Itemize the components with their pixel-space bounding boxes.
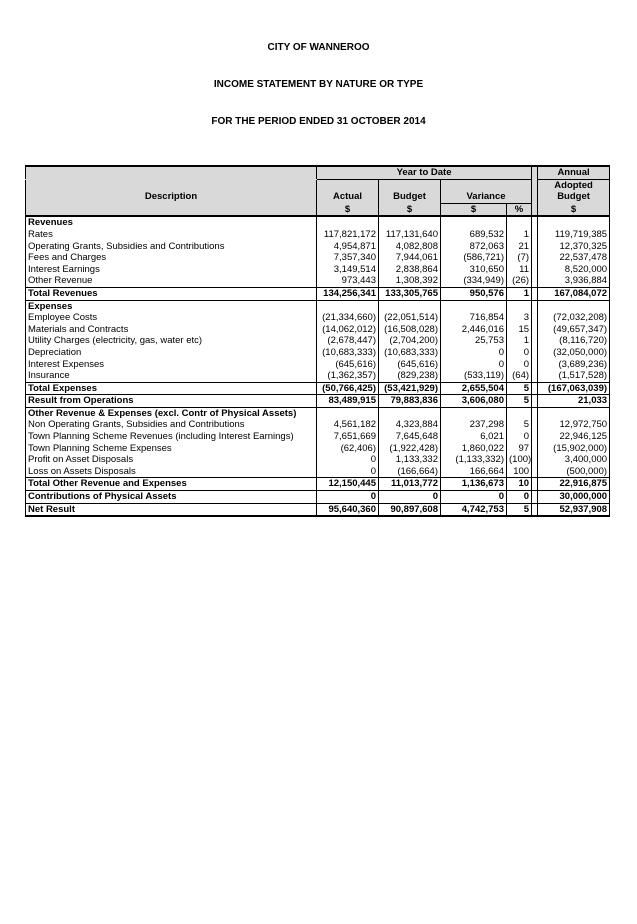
statement-row	[26, 252, 610, 264]
row-label: Total Other Revenue and Expenses	[26, 478, 317, 491]
statement-row	[26, 347, 610, 359]
annual-budget-cell: 21,033	[538, 395, 610, 408]
variance-pct-cell: 3	[507, 312, 532, 324]
actual-header: Actual	[317, 191, 379, 203]
ytd-header: Year to Date	[317, 166, 532, 179]
statement-row	[26, 443, 610, 455]
annual-budget-cell: 22,946,125	[538, 431, 610, 443]
row-label: Expenses	[26, 300, 317, 312]
variance-pct-cell: 15	[507, 324, 532, 336]
budget-cell: 7,645,648	[379, 431, 441, 443]
variance-cell: 2,655,504	[441, 382, 507, 395]
row-label: Town Planning Scheme Revenues (including Interest Earnings)	[26, 431, 317, 443]
row-label: Net Result	[26, 503, 317, 516]
actual-cell: 0	[317, 491, 379, 504]
variance-cell: 310,650	[441, 264, 507, 276]
annual-budget-cell: 52,937,908	[538, 503, 610, 516]
budget-cell: 4,323,884	[379, 419, 441, 431]
annual-budget-cell: (49,657,347)	[538, 324, 610, 336]
budget-cell: 117,131,640	[379, 229, 441, 241]
adopted-header: Adopted	[538, 179, 610, 191]
variance-pct-cell: 10	[507, 478, 532, 491]
annual-budget-cell	[538, 216, 610, 229]
row-label: Non Operating Grants, Subsidies and Contributions	[26, 419, 317, 431]
variance-pct-cell: 0	[507, 491, 532, 504]
statement-title: INCOME STATEMENT BY NATURE OR TYPE	[213, 79, 424, 90]
actual-cell: 0	[317, 466, 379, 478]
variance-pct-cell: 100	[507, 466, 532, 478]
budget-cell	[379, 300, 441, 312]
actual-cell: (14,062,012)	[317, 324, 379, 336]
variance-pct-cell: (64)	[507, 370, 532, 382]
actual-cell: 12,150,445	[317, 478, 379, 491]
actual-cell: 83,489,915	[317, 395, 379, 408]
variance-cell	[441, 216, 507, 229]
budget-cell: (829,238)	[379, 370, 441, 382]
annual-budget-cell: (500,000)	[538, 466, 610, 478]
actual-cell: 7,651,669	[317, 431, 379, 443]
variance-pct-cell: 0	[507, 347, 532, 359]
annual-budget-cell: (3,689,236)	[538, 359, 610, 371]
annual-budget-cell: 3,400,000	[538, 454, 610, 466]
row-label: Other Revenue & Expenses (excl. Contr of Physical Assets)	[26, 407, 317, 419]
actual-cell: 3,149,514	[317, 264, 379, 276]
statement-row	[26, 478, 610, 491]
variance-cell: 1,860,022	[441, 443, 507, 455]
variance-cell: 25,753	[441, 335, 507, 347]
actual-cell	[317, 216, 379, 229]
row-label: Utility Charges (electricity, gas, water etc)	[26, 335, 317, 347]
statement-row	[26, 287, 610, 300]
budget-cell: 133,305,765	[379, 287, 441, 300]
annual-budget-cell: (167,063,039)	[538, 382, 610, 395]
variance-cell: 716,854	[441, 312, 507, 324]
period-title: FOR THE PERIOD ENDED 31 OCTOBER 2014	[211, 116, 426, 127]
variance-cell: 6,021	[441, 431, 507, 443]
actual-cell: 7,357,340	[317, 252, 379, 264]
budget-cell: 4,082,808	[379, 241, 441, 253]
actual-unit: $	[317, 203, 379, 216]
variance-pct-cell: 5	[507, 503, 532, 516]
statement-row	[26, 229, 610, 241]
variance-cell: 950,576	[441, 287, 507, 300]
variance-cell	[441, 300, 507, 312]
variance-cell: 1,136,673	[441, 478, 507, 491]
actual-cell: 95,640,360	[317, 503, 379, 516]
annual-budget-cell: (8,116,720)	[538, 335, 610, 347]
variance-cell: 0	[441, 491, 507, 504]
variance-pct-cell: 1	[507, 335, 532, 347]
variance-cell: 872,063	[441, 241, 507, 253]
row-label: Insurance	[26, 370, 317, 382]
statement-row	[26, 503, 610, 516]
budget-cell: 7,944,061	[379, 252, 441, 264]
org-name: CITY OF WANNEROO	[267, 42, 370, 53]
variance-cell: 0	[441, 347, 507, 359]
budget-cell: 1,308,392	[379, 275, 441, 287]
row-label: Employee Costs	[26, 312, 317, 324]
statement-row	[26, 335, 610, 347]
actual-cell: 4,561,182	[317, 419, 379, 431]
description-header: Description	[26, 191, 317, 203]
annual-budget-cell: (15,902,000)	[538, 443, 610, 455]
variance-pct-cell: (7)	[507, 252, 532, 264]
row-label: Interest Expenses	[26, 359, 317, 371]
annual-budget-cell: (32,050,000)	[538, 347, 610, 359]
annual-budget-cell: (1,517,528)	[538, 370, 610, 382]
variance-pct-cell: 5	[507, 395, 532, 408]
actual-cell	[317, 300, 379, 312]
actual-cell: 973,443	[317, 275, 379, 287]
annual-budget-cell: 22,916,875	[538, 478, 610, 491]
variance-pct-cell: 5	[507, 382, 532, 395]
annual-unit: $	[538, 203, 610, 216]
annual-budget-cell: 22,537,478	[538, 252, 610, 264]
variance-cell: 237,298	[441, 419, 507, 431]
actual-cell: 117,821,172	[317, 229, 379, 241]
row-label: Other Revenue	[26, 275, 317, 287]
annual-budget-cell: 30,000,000	[538, 491, 610, 504]
budget-cell	[379, 216, 441, 229]
variance-header: Variance	[441, 191, 532, 203]
actual-cell: 134,256,341	[317, 287, 379, 300]
variance-cell: (586,721)	[441, 252, 507, 264]
annual-budget-cell: 3,936,884	[538, 275, 610, 287]
variance-pct-cell: 0	[507, 359, 532, 371]
budget-cell: (10,683,333)	[379, 347, 441, 359]
variance-pct-cell: 11	[507, 264, 532, 276]
actual-cell: (1,362,357)	[317, 370, 379, 382]
budget-cell: 0	[379, 491, 441, 504]
row-label: Town Planning Scheme Expenses	[26, 443, 317, 455]
variance-unit: $	[441, 203, 507, 216]
annual-budget-header: Budget	[538, 191, 610, 203]
budget-cell: 79,883,836	[379, 395, 441, 408]
variance-pct-cell	[507, 300, 532, 312]
annual-budget-cell: 167,084,072	[538, 287, 610, 300]
statement-row	[26, 382, 610, 395]
income-statement-table	[25, 165, 610, 517]
row-label: Result from Operations	[26, 395, 317, 408]
actual-cell: (2,678,447)	[317, 335, 379, 347]
statement-row	[26, 241, 610, 253]
actual-cell: (10,683,333)	[317, 347, 379, 359]
actual-cell	[317, 407, 379, 419]
annual-budget-cell: 8,520,000	[538, 264, 610, 276]
budget-header: Budget	[379, 191, 441, 203]
actual-cell: (645,616)	[317, 359, 379, 371]
row-label: Depreciation	[26, 347, 317, 359]
statement-row	[26, 300, 610, 312]
statement-row	[26, 454, 610, 466]
statement-row	[26, 216, 610, 229]
variance-cell: 0	[441, 359, 507, 371]
variance-pct-cell: 1	[507, 229, 532, 241]
variance-cell: 3,606,080	[441, 395, 507, 408]
variance-pct-cell: (26)	[507, 275, 532, 287]
variance-pct-cell: 97	[507, 443, 532, 455]
annual-header: Annual	[538, 166, 610, 179]
annual-budget-cell: 119,719,385	[538, 229, 610, 241]
actual-cell: (62,406)	[317, 443, 379, 455]
row-label: Interest Earnings	[26, 264, 317, 276]
statement-row	[26, 431, 610, 443]
actual-cell: (50,766,425)	[317, 382, 379, 395]
statement-row	[26, 491, 610, 504]
statement-row	[26, 395, 610, 408]
row-label: Loss on Assets Disposals	[26, 466, 317, 478]
budget-cell: (22,051,514)	[379, 312, 441, 324]
budget-cell: (16,508,028)	[379, 324, 441, 336]
statement-row	[26, 370, 610, 382]
statement-row	[26, 324, 610, 336]
variance-pct-cell: (100)	[507, 454, 532, 466]
row-label: Operating Grants, Subsidies and Contributions	[26, 241, 317, 253]
budget-cell: (166,664)	[379, 466, 441, 478]
statement-row	[26, 466, 610, 478]
variance-cell: (1,133,332)	[441, 454, 507, 466]
annual-budget-cell: (72,032,208)	[538, 312, 610, 324]
row-label: Profit on Asset Disposals	[26, 454, 317, 466]
budget-cell: 11,013,772	[379, 478, 441, 491]
row-label: Revenues	[26, 216, 317, 229]
budget-cell: (645,616)	[379, 359, 441, 371]
variance-cell: (533,119)	[441, 370, 507, 382]
budget-cell: 90,897,608	[379, 503, 441, 516]
annual-budget-cell	[538, 407, 610, 419]
budget-cell: 2,838,864	[379, 264, 441, 276]
annual-budget-cell	[538, 300, 610, 312]
variance-pct-cell: 5	[507, 419, 532, 431]
budget-cell: (2,704,200)	[379, 335, 441, 347]
variance-pct-cell: 0	[507, 431, 532, 443]
statement-row	[26, 407, 610, 419]
variance-pct-cell: 1	[507, 287, 532, 300]
variance-cell: 4,742,753	[441, 503, 507, 516]
annual-budget-cell: 12,370,325	[538, 241, 610, 253]
actual-cell: (21,334,660)	[317, 312, 379, 324]
row-label: Total Revenues	[26, 287, 317, 300]
budget-cell: (1,922,428)	[379, 443, 441, 455]
row-label: Rates	[26, 229, 317, 241]
variance-cell	[441, 407, 507, 419]
row-label: Contributions of Physical Assets	[26, 491, 317, 504]
variance-cell: 689,532	[441, 229, 507, 241]
row-label: Materials and Contracts	[26, 324, 317, 336]
variance-pct-cell: 21	[507, 241, 532, 253]
annual-budget-cell: 12,972,750	[538, 419, 610, 431]
variance-pct-unit: %	[507, 203, 532, 216]
actual-cell: 0	[317, 454, 379, 466]
statement-row	[26, 264, 610, 276]
statement-row	[26, 419, 610, 431]
statement-row	[26, 312, 610, 324]
budget-cell: 1,133,332	[379, 454, 441, 466]
budget-cell: (53,421,929)	[379, 382, 441, 395]
budget-cell	[379, 407, 441, 419]
actual-cell: 4,954,871	[317, 241, 379, 253]
variance-cell: (334,949)	[441, 275, 507, 287]
budget-unit: $	[379, 203, 441, 216]
variance-pct-cell	[507, 216, 532, 229]
variance-pct-cell	[507, 407, 532, 419]
row-label: Fees and Charges	[26, 252, 317, 264]
row-label: Total Expenses	[26, 382, 317, 395]
variance-cell: 2,446,016	[441, 324, 507, 336]
statement-row	[26, 359, 610, 371]
variance-cell: 166,664	[441, 466, 507, 478]
statement-row	[26, 275, 610, 287]
